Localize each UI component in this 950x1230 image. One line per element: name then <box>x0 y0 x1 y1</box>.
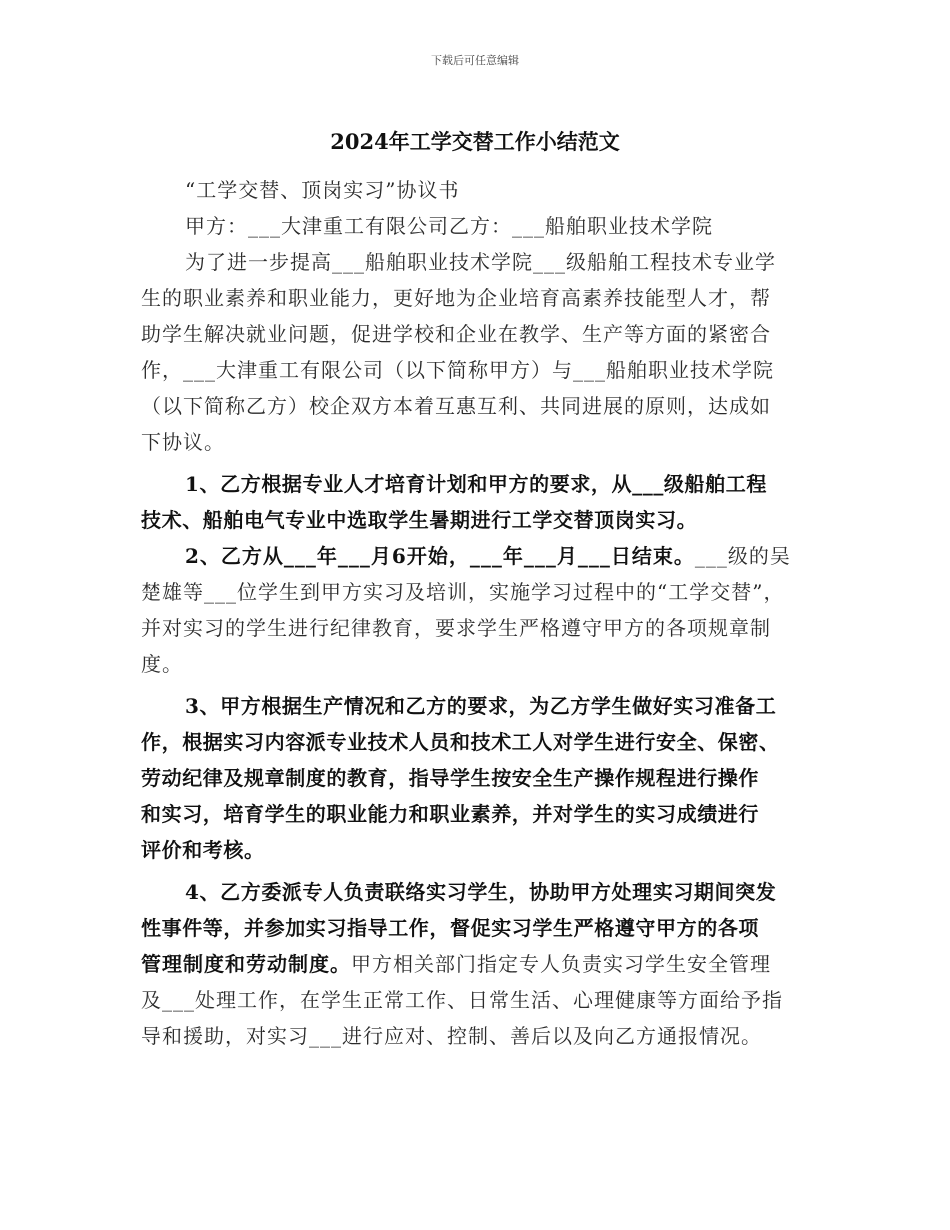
clause-4-line: 及___处理工作，在学生正常工作、日常生活、心理健康等方面给予指 <box>141 988 783 1012</box>
text-line: 助学生解决就业问题，促进学校和企业在教学、生产等方面的紧密合 <box>141 322 771 346</box>
clause-1-line: 1、乙方根据专业人才培育计划和甲方的要求，从___级船舶工程 <box>185 472 767 496</box>
clause-2-line: 并对实习的学生进行纪律教育，要求学生严格遵守甲方的各项规章制 <box>141 616 771 640</box>
document-title: 2024年工学交替工作小结范文 <box>330 129 620 154</box>
clause-4-line: 管理制度和劳动制度。甲方相关部门指定专人负责实习学生安全管理 <box>141 952 771 976</box>
clause-2-line: 度。 <box>141 652 183 676</box>
clause-2-line: 楚雄等___位学生到甲方实习及培训，实施学习过程中的“工学交替”， <box>141 580 785 604</box>
clause-4-line: 4、乙方委派专人负责联络实习学生，协助甲方处理实习期间突发 <box>185 880 777 904</box>
clause-3-line: 作，根据实习内容派专业技术人员和技术工人对学生进行安全、保密、 <box>141 730 780 754</box>
download-note: 下载后可任意编辑 <box>431 54 519 67</box>
clause-3-line: 和实习，培育学生的职业能力和职业素养，并对学生的实习成绩进行 <box>141 802 759 826</box>
text-line: 甲方：___大津重工有限公司乙方：___船舶职业技术学院 <box>185 214 713 238</box>
text-line: “工学交替、顶岗实习”协议书 <box>185 178 460 202</box>
clause-1-line: 技术、船舶电气专业中选取学生暑期进行工学交替顶岗实习。 <box>141 508 698 532</box>
clause-4-line: 导和援助，对实习___进行应对、控制、善后以及向乙方通报情况。 <box>141 1024 762 1048</box>
clause-3-line: 评价和考核。 <box>141 838 265 862</box>
clause-2-line: 2、乙方从___年___月6开始，___年___月___日结束。___级的吴 <box>185 544 791 568</box>
clause-3-line: 劳动纪律及规章制度的教育，指导学生按安全生产操作规程进行操作 <box>141 766 759 790</box>
text-line: 下协议。 <box>141 430 225 454</box>
clause-3-line: 3、甲方根据生产情况和乙方的要求，为乙方学生做好实习准备工 <box>185 694 777 718</box>
text-line: 为了进一步提高___船舶职业技术学院___级船舶工程技术专业学 <box>185 250 776 274</box>
clause-4-line: 性事件等，并参加实习指导工作，督促实习学生严格遵守甲方的各项 <box>141 916 759 940</box>
text-line: （以下简称乙方）校企双方本着互惠互利、共同进展的原则，达成如 <box>141 394 771 418</box>
text-line: 生的职业素养和职业能力，更好地为企业培育高素养技能型人才，帮 <box>141 286 771 310</box>
text-line: 作，___大津重工有限公司（以下简称甲方）与___船舶职业技术学院 <box>141 358 774 382</box>
